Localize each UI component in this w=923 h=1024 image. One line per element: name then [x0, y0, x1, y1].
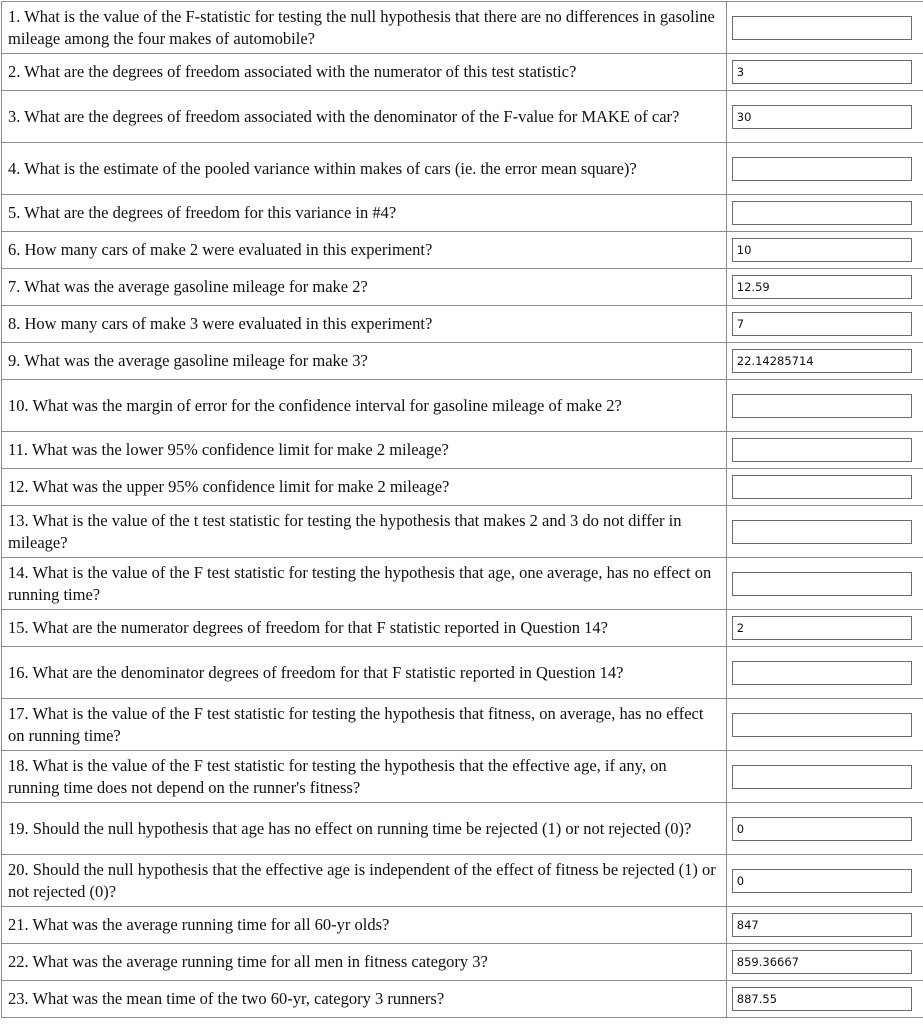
answer-cell	[726, 143, 923, 195]
question-row	[2, 2, 923, 54]
answer-cell	[726, 269, 923, 306]
question-row	[2, 907, 923, 944]
question-text: 15. What are the numerator degrees of freedom for that F statistic reported in Question 14?	[2, 610, 727, 647]
answer-cell	[726, 432, 923, 469]
question-row	[2, 269, 923, 306]
question-text: 4. What is the estimate of the pooled variance within makes of cars (ie. the error mean square)?	[2, 143, 727, 195]
question-row	[2, 944, 923, 981]
question-row	[2, 803, 923, 855]
question-row	[2, 306, 923, 343]
answer-cell	[726, 610, 923, 647]
answer-input[interactable]	[732, 765, 912, 789]
answer-input[interactable]	[732, 201, 912, 225]
answer-cell	[726, 380, 923, 432]
question-row	[2, 143, 923, 195]
answer-cell	[726, 907, 923, 944]
question-text: 18. What is the value of the F test statistic for testing the hypothesis that the effective age, if any, on running time does not depend on the runner's fitness?	[2, 751, 727, 803]
question-text: 19. Should the null hypothesis that age has no effect on running time be rejected (1) or not rejected (0)?	[2, 803, 727, 855]
answer-input[interactable]: 10	[732, 238, 912, 262]
answer-cell	[726, 981, 923, 1018]
answer-input[interactable]	[732, 16, 912, 40]
question-row	[2, 855, 923, 907]
question-row	[2, 981, 923, 1018]
answer-input[interactable]	[732, 713, 912, 737]
answer-input[interactable]	[732, 157, 912, 181]
answer-cell	[726, 506, 923, 558]
question-row	[2, 432, 923, 469]
answer-input[interactable]: 0	[732, 817, 912, 841]
answer-input[interactable]: 22.14285714	[732, 349, 912, 373]
question-text: 7. What was the average gasoline mileage for make 2?	[2, 269, 727, 306]
answer-input[interactable]: 12.59	[732, 275, 912, 299]
answer-cell	[726, 944, 923, 981]
question-text: 22. What was the average running time for all men in fitness category 3?	[2, 944, 727, 981]
question-text: 10. What was the margin of error for the confidence interval for gasoline mileage of make 2?	[2, 380, 727, 432]
answer-cell	[726, 751, 923, 803]
answer-cell	[726, 195, 923, 232]
answer-cell	[726, 54, 923, 91]
question-text: 11. What was the lower 95% confidence limit for make 2 mileage?	[2, 432, 727, 469]
answer-input[interactable]: 0	[732, 869, 912, 893]
answer-cell	[726, 699, 923, 751]
answer-input[interactable]: 2	[732, 616, 912, 640]
answer-cell	[726, 855, 923, 907]
answer-input[interactable]: 887.55	[732, 987, 912, 1011]
question-row	[2, 506, 923, 558]
answer-input[interactable]	[732, 520, 912, 544]
question-text: 1. What is the value of the F-statistic for testing the null hypothesis that there are no differences in gasoline mileage among the four makes of automobile?	[2, 2, 727, 54]
question-row	[2, 343, 923, 380]
question-text: 6. How many cars of make 2 were evaluated in this experiment?	[2, 232, 727, 269]
answer-input[interactable]: 7	[732, 312, 912, 336]
answer-cell	[726, 469, 923, 506]
question-text: 8. How many cars of make 3 were evaluated in this experiment?	[2, 306, 727, 343]
answer-input[interactable]: 3	[732, 60, 912, 84]
question-text: 12. What was the upper 95% confidence limit for make 2 mileage?	[2, 469, 727, 506]
question-text: 9. What was the average gasoline mileage for make 3?	[2, 343, 727, 380]
question-row	[2, 699, 923, 751]
answer-input[interactable]: 30	[732, 105, 912, 129]
question-row	[2, 232, 923, 269]
answer-cell	[726, 803, 923, 855]
question-text: 13. What is the value of the t test statistic for testing the hypothesis that makes 2 and 3 do not differ in mileage?	[2, 506, 727, 558]
question-row	[2, 380, 923, 432]
question-text: 21. What was the average running time for all 60-yr olds?	[2, 907, 727, 944]
question-text: 20. Should the null hypothesis that the effective age is independent of the effect of fitness be rejected (1) or not rejected (0)?	[2, 855, 727, 907]
question-text: 23. What was the mean time of the two 60-yr, category 3 runners?	[2, 981, 727, 1018]
answer-cell	[726, 91, 923, 143]
answer-cell	[726, 2, 923, 54]
question-text: 3. What are the degrees of freedom associated with the denominator of the F-value for MAKE of car?	[2, 91, 727, 143]
question-row	[2, 54, 923, 91]
answer-input[interactable]	[732, 438, 912, 462]
answer-input[interactable]: 847	[732, 913, 912, 937]
answer-input[interactable]	[732, 475, 912, 499]
answer-cell	[726, 647, 923, 699]
question-table-body	[2, 2, 923, 1018]
answer-cell	[726, 343, 923, 380]
answer-cell	[726, 558, 923, 610]
answer-input[interactable]	[732, 661, 912, 685]
question-row	[2, 91, 923, 143]
question-table	[1, 1, 923, 1018]
question-row	[2, 558, 923, 610]
question-text: 5. What are the degrees of freedom for this variance in #4?	[2, 195, 727, 232]
question-text: 2. What are the degrees of freedom associated with the numerator of this test statistic?	[2, 54, 727, 91]
question-text: 16. What are the denominator degrees of freedom for that F statistic reported in Question 14?	[2, 647, 727, 699]
question-row	[2, 647, 923, 699]
answer-input[interactable]	[732, 394, 912, 418]
question-text: 14. What is the value of the F test statistic for testing the hypothesis that age, one average, has no effect on running time?	[2, 558, 727, 610]
answer-cell	[726, 306, 923, 343]
answer-input[interactable]	[732, 572, 912, 596]
question-text: 17. What is the value of the F test statistic for testing the hypothesis that fitness, on average, has no effect on running time?	[2, 699, 727, 751]
answer-cell	[726, 232, 923, 269]
answer-input[interactable]: 859.36667	[732, 950, 912, 974]
question-row	[2, 610, 923, 647]
question-row	[2, 751, 923, 803]
question-row	[2, 195, 923, 232]
question-row	[2, 469, 923, 506]
